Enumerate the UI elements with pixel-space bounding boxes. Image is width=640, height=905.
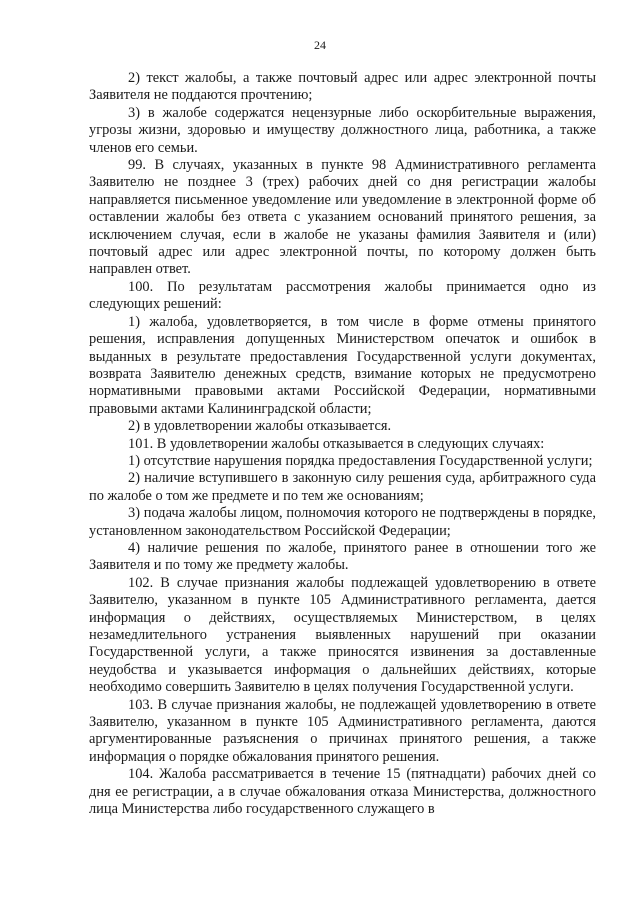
paragraph-101-item-2: 2) наличие вступившего в законную силу решения суда, арбитражного суда по жалобе о том же предмете и по тем же основаниям; xyxy=(89,470,596,504)
paragraph-100-item-2: 2) в удовлетворении жалобы отказывается. xyxy=(128,418,392,435)
page-number: 24 xyxy=(314,38,326,52)
paragraph-104: 104. Жалоба рассматривается в течение 15 (пятнадцати) рабочих дней со дня ее регистрации, а в случае обжалования отказа Министерства, должностного лица Министерства либо государственного служащего в xyxy=(89,766,596,818)
document-body xyxy=(89,70,596,818)
paragraph-103: 103. В случае признания жалобы, не подлежащей удовлетворению в ответе Заявителю, указанном в пункте 105 Административного регламента, даются аргументированные разъяснения о причинах принятого решения, а также информация о порядке обжалования принятого решения. xyxy=(89,696,596,765)
paragraph-item-2: 2) текст жалобы, а также почтовый адрес или адрес электронной почты Заявителя не поддаются прочтению; xyxy=(89,70,596,104)
paragraph-101-item-4: 4) наличие решения по жалобе, принятого ранее в отношении того же Заявителя и по тому же предмету жалобы. xyxy=(89,539,596,574)
paragraph-101: 101. В удовлетворении жалобы отказывается в следующих случаях: xyxy=(128,435,545,452)
paragraph-100: 100. По результатам рассмотрения жалобы принимается одно из следующих решений: xyxy=(89,278,596,313)
paragraph-102: 102. В случае признания жалобы подлежащей удовлетворению в ответе Заявителю, указанном в пункте 105 Административного регламента, дается информация о действиях, осуществляемых Министерством, в целях незамедлительного устранения выявленных нарушений при оказании Государственной услуги, а также приносятся извинения за доставленные неудобства и указывается информация о дальнейших действиях, которые необходимо совершить Заявителю в целях получения Государственной услуги. xyxy=(89,574,596,696)
paragraph-101-item-3: 3) подача жалобы лицом, полномочия которого не подтверждены в порядке, установленном законодательством Российской Федерации; xyxy=(89,505,596,539)
paragraph-99: 99. В случаях, указанных в пункте 98 Административного регламента Заявителю не позднее 3 (трех) рабочих дней со дня регистрации жалобы направляется письменное уведомление или уведомление в электронной форме об оставлении жалобы без ответа с указанием оснований принятого решения, за исключением случая, если в жалобе не указаны фамилия Заявителя и (или) почтовый адрес или адрес электронной почты, по которому должен быть направлен ответ. xyxy=(89,157,596,278)
paragraph-item-3: 3) в жалобе содержатся нецензурные либо оскорбительные выражения, угрозы жизни, здоровью и имуществу должностного лица, работника, а также членов его семьи. xyxy=(89,104,596,156)
paragraph-101-item-1: 1) отсутствие нарушения порядка предоставления Государственной услуги; xyxy=(128,452,593,469)
paragraph-100-item-1: 1) жалоба, удовлетворяется, в том числе в форме отмены принятого решения, исправления допущенных Министерством опечаток и ошибок в выданных в результате предоставления Государственной услуги документах, возврата Заявителю денежных средств, взимание которых не предусмотрено нормативными правовыми актами Российской Федерации, нормативными правовыми актами Калининградской области; xyxy=(89,313,596,417)
